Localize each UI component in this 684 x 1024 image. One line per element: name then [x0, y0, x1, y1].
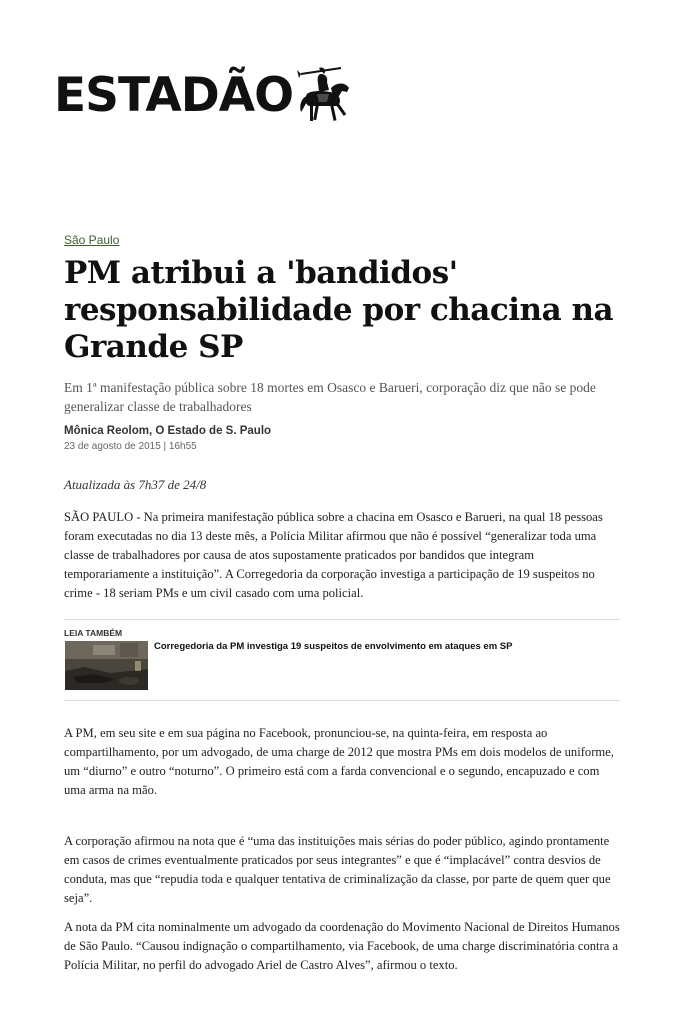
article-headline: PM atribui a 'bandidos' responsabilidade por chacina na Grande SP [64, 255, 614, 365]
related-article-link[interactable]: Corregedoria da PM investiga 19 suspeitos de envolvimento em ataques em SP [154, 641, 513, 652]
updated-note: Atualizada às 7h37 de 24/8 [64, 477, 207, 492]
article-subtitle: Em 1ª manifestação pública sobre 18 mortes em Osasco e Barueri, corporação diz que não se pode generalizar classe de trabalhadores [64, 380, 596, 414]
article-paragraph: A nota da PM cita nominalmente um advogado da coordenação do Movimento Nacional de Direitos Humanos de São Paulo. “Causou indignação o compartilhamento, via Facebook, de uma charge discriminatória contra a Polícia Militar, no perfil do advogado Ariel de Castro Alves”, afirmou o texto. [64, 920, 620, 972]
knight-on-horse-icon [297, 66, 353, 124]
related-label: LEIA TAMBÉM [64, 628, 123, 638]
article-byline: Mônica Reolom, O Estado de S. Paulo [64, 425, 272, 437]
article-paragraph: SÃO PAULO - Na primeira manifestação pública sobre a chacina em Osasco e Barueri, na qual 18 pessoas foram executadas no dia 13 deste mês, a Polícia Militar afirmou que não é possível “generalizar toda uma classe de trabalhadores por causa de atos supostamente praticados por bandidos que integram temporariamente a instituição”. A Corregedoria da corporação investiga a participação de 19 suspeitos no crime - 18 seriam PMs e um civil casado com uma policial. [64, 510, 603, 600]
article-date: 23 de agosto de 2015 | 16h55 [64, 441, 197, 452]
estadao-logo-text[interactable]: ESTADÃO [54, 67, 294, 123]
related-thumbnail-image[interactable] [65, 641, 148, 690]
section-link[interactable]: São Paulo [64, 233, 120, 247]
article-paragraph: A PM, em seu site e em sua página no Facebook, pronunciou-se, na quinta-feira, em resposta ao compartilhamento, por um advogado, de uma charge de 2012 que mostra PMs em dois modelos de uniforme, um “diurno” e outro “noturno”. O primeiro está com a farda convencional e o segundo, encapuzado e com uma arma na mão. [64, 726, 614, 797]
related-article-box[interactable] [64, 619, 620, 701]
article-paragraph: A corporação afirmou na nota que é “uma das instituições mais sérias do poder público, agindo prontamente em casos de crimes eventualmente praticados por seus integrantes” e que é “implacável” contra desvios de conduta, mas que “repudia toda e qualquer tentativa de criminalização da classe, por parte de quem quer que seja”. [64, 834, 611, 905]
masthead [54, 66, 353, 124]
